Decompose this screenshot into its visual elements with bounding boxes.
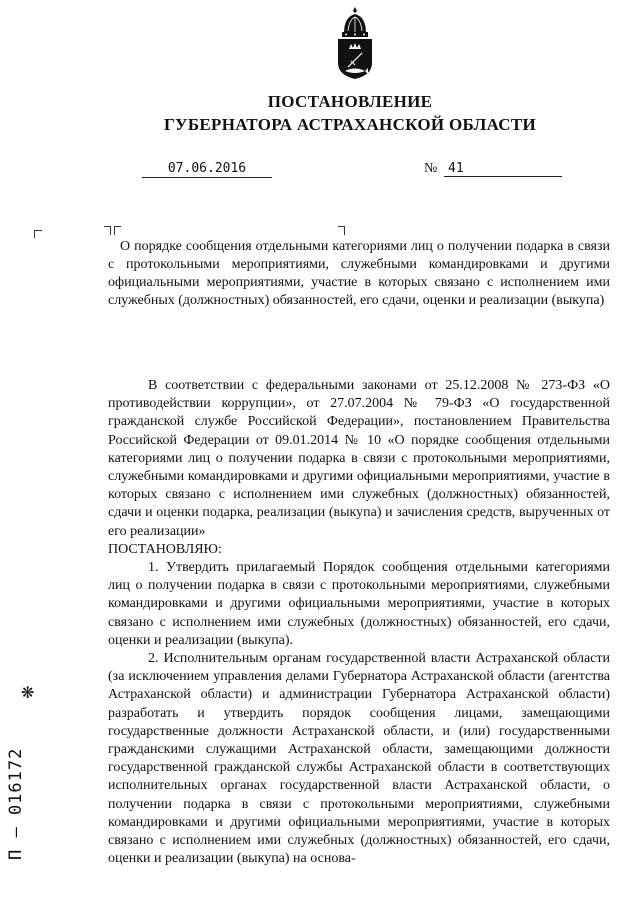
margin-bracket: [338, 226, 345, 235]
margin-mark: ❋: [21, 683, 35, 702]
preamble-paragraph: В соответствии с федеральными законами от 25.12.2008 № 273-ФЗ «О противодействии коррупции», от 27.07.2004 № 79-ФЗ «О государственной гражданской службе Российской Федерации», постановлением Правительства Российской Федерации от 09.01.2014 № 10 «О порядке сообщения отдельными категориями лиц о получении подарка в связи с протокольными мероприятиями, служебными командировками и другими официальными мероприятиями, участие в которых связано с исполнением ими служебных (должностных) обязанностей, сдачи и оценки подарка, реализации (выкупа) и зачисления средств, вырученных от его реализации»: [108, 378, 610, 539]
document-number: 41: [444, 161, 562, 177]
document-type-title: ПОСТАНОВЛЕНИЕ: [267, 92, 433, 111]
serial-number: П – 016172: [6, 747, 26, 860]
document-date: 07.06.2016: [142, 161, 272, 178]
document-body: [108, 377, 610, 868]
margin-bracket: [104, 226, 111, 235]
decree-item-1: 1. Утвердить прилагаемый Порядок сообщения отдельными категориями лиц о получении подарка в связи с протокольными мероприятиями, служебными командировками и другими официальными мероприятиями, участие в которых связано с исполнением ими служебных (должностных) обязанностей, его сдачи, оценки и реализации (выкупа).: [108, 560, 610, 648]
margin-bracket: [114, 226, 121, 235]
astrakhan-coat-of-arms-icon: [330, 5, 380, 81]
decree-item-2: 2. Исполнительным органам государственной власти Астраханской области (за исключением управления делами Губернатора Астраханской области (агентства Астраханской области) и администрации Губернатора Астраханской области) разработать и утвердить порядок сообщения лицами, замещающими государственные должности Астраханской области, и (или) государственными гражданскими служащими Астраханской области, замещающими должности государственной гражданской службы Астраханской области в соответствующих исполнительных органах государственной власти Астраханской области, о получении подарка в связи с протокольными мероприятиями, служебными командировками и другими официальными мероприятиями, участие в которых связано с исполнением ими служебных (должностных) обязанностей, его сдачи, оценки и реализации (выкупа) на основа-: [108, 651, 610, 867]
number-label: №: [424, 161, 438, 176]
document-subject-text: О порядке сообщения отдельными категориями лиц о получении подарка в связи с протокольными мероприятиями, служебными командировками и другими официальными мероприятиями, участие в которых связано с исполнением ими служебных (должностных) обязанностей, его сдачи, оценки и реализации (выкупа): [108, 239, 610, 308]
issuing-authority-title: ГУБЕРНАТОРА АСТРАХАНСКОЙ ОБЛАСТИ: [163, 115, 537, 134]
document-subject: [108, 238, 610, 310]
decree-word: ПОСТАНОВЛЯЮ:: [108, 541, 222, 557]
margin-bracket: [34, 230, 42, 238]
